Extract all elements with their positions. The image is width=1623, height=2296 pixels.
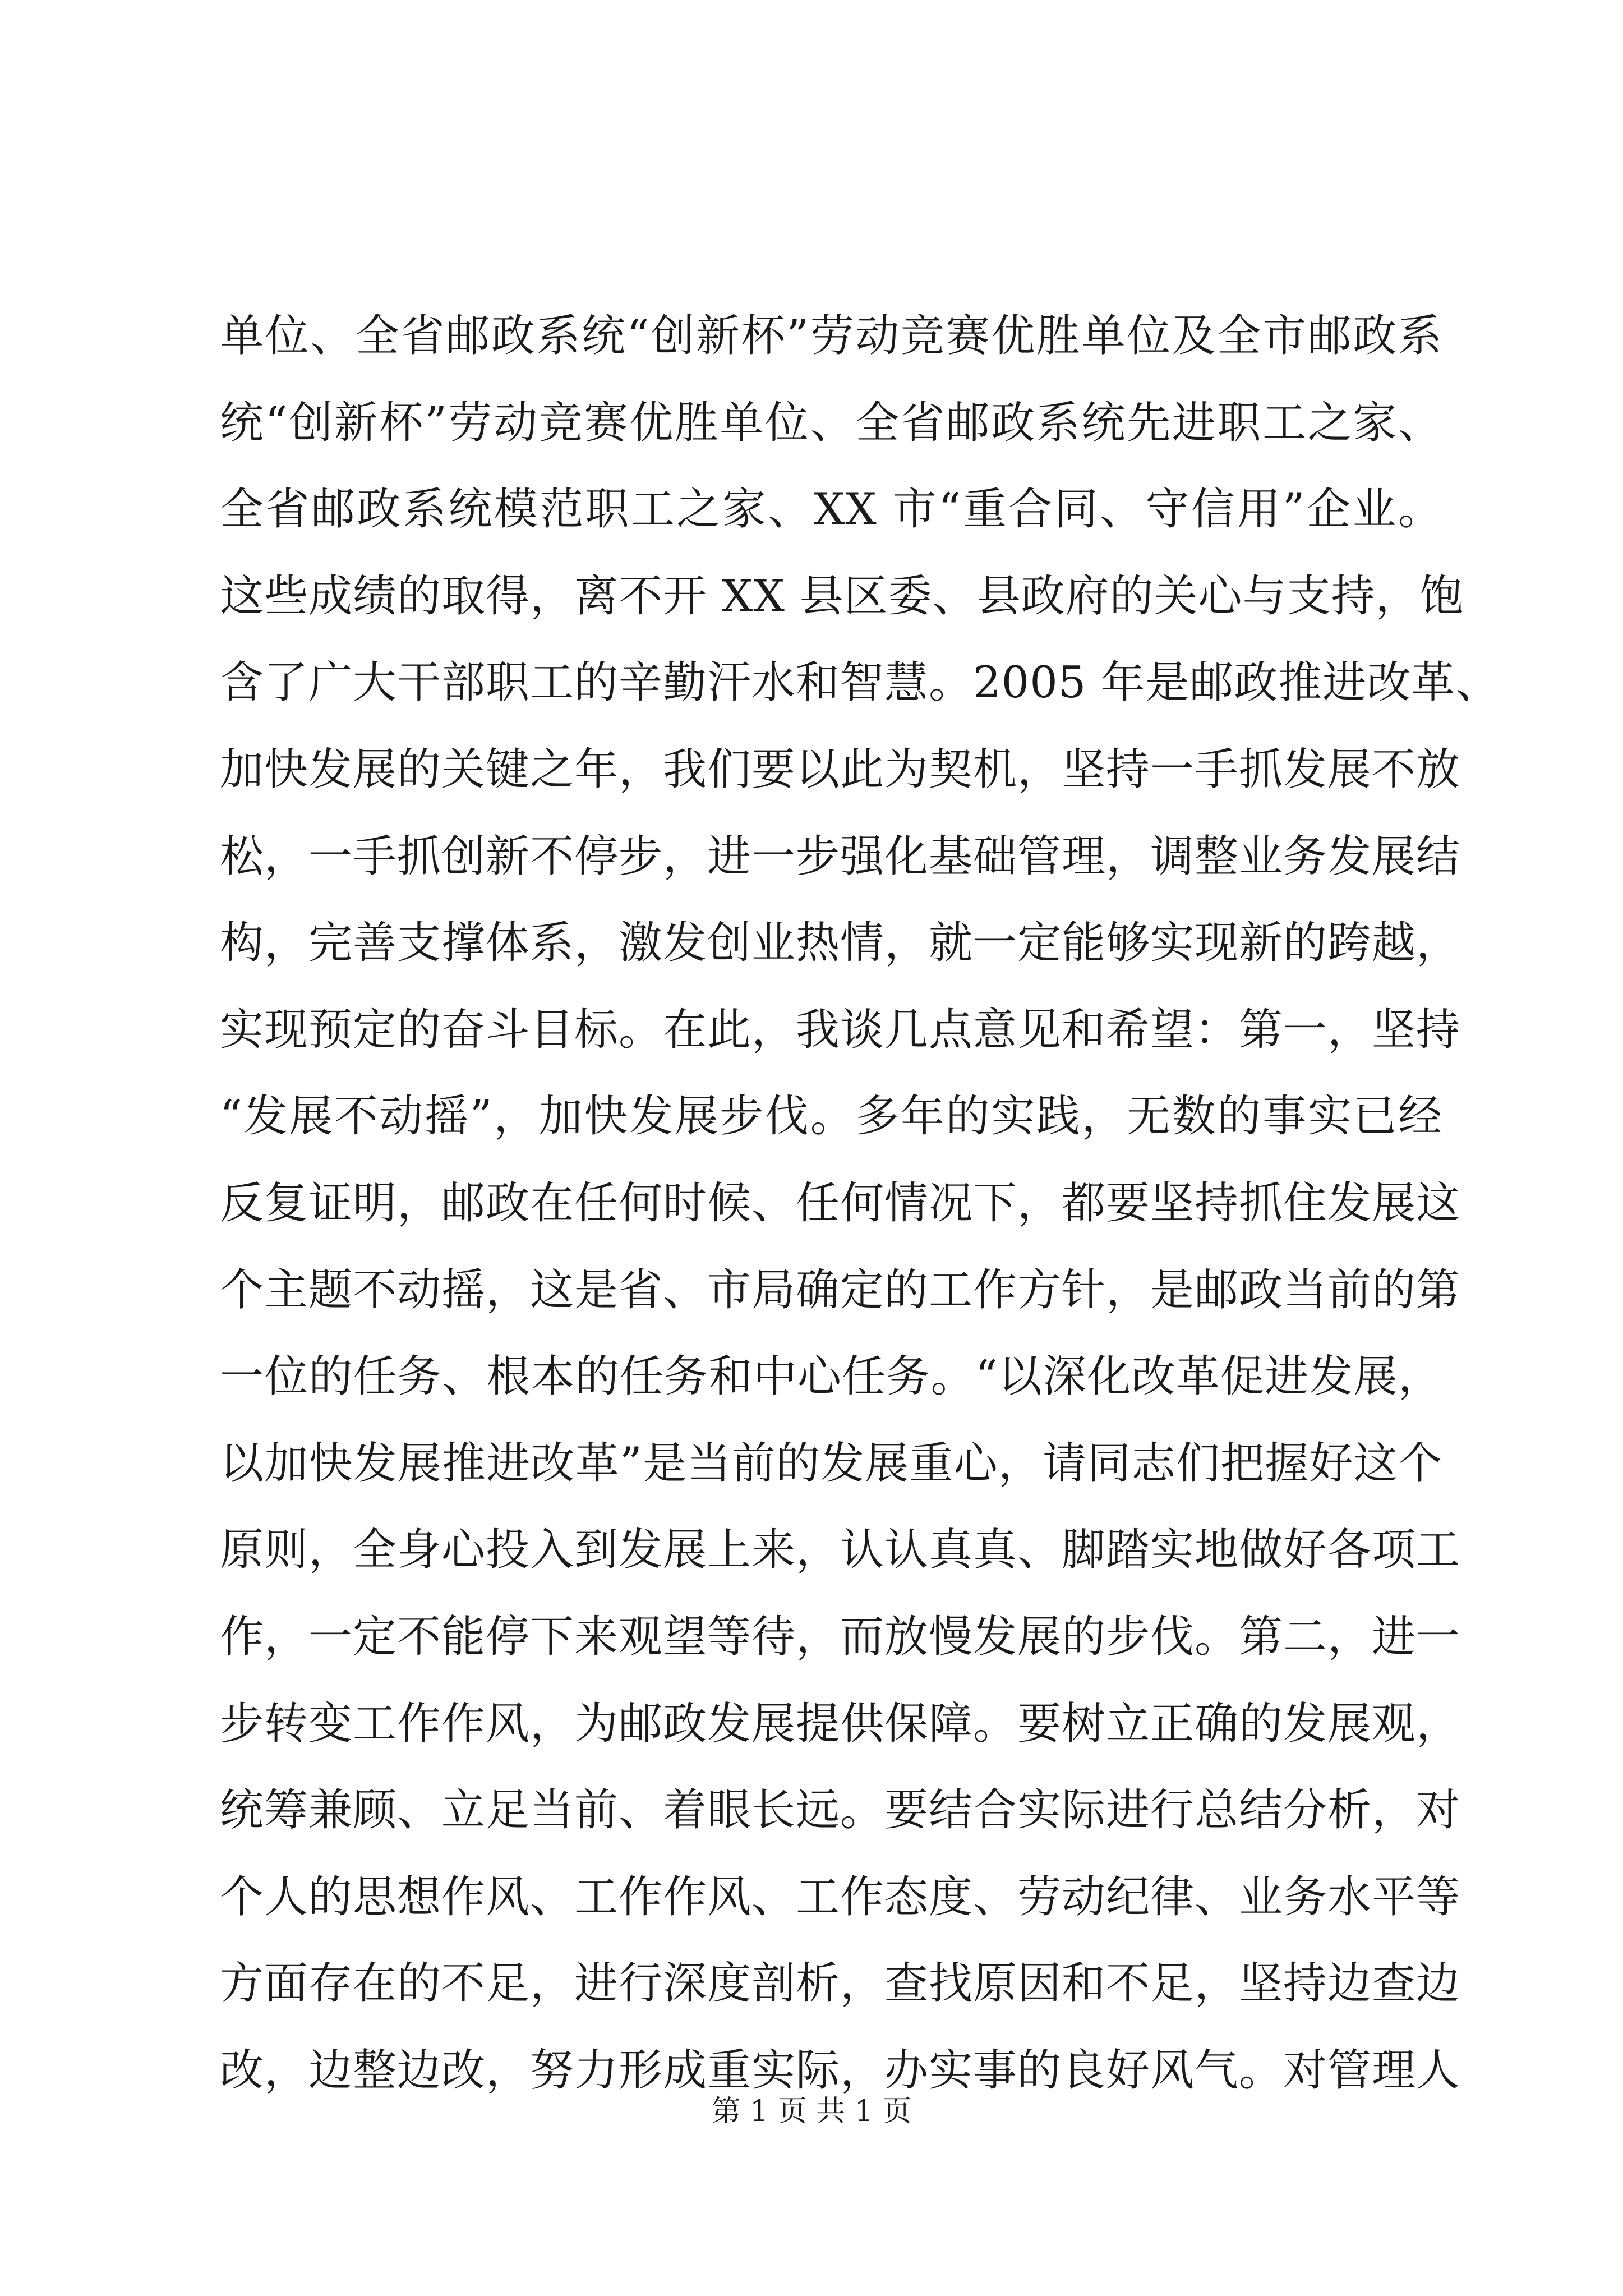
body-text [220, 293, 1500, 2114]
text-line: 原则，全身心投入到发展上来，认认真真、脚踏实地做好各项工 [220, 1525, 1461, 1576]
text-line: 改，边整边改，努力形成重实际，办实事的良好风气。对管理人 [220, 2045, 1461, 2096]
text-line: 个主题不动摇，这是省、市局确定的工作方针，是邮政当前的第 [220, 1264, 1461, 1315]
text-line: 反复证明，邮政在任何时候、任何情况下，都要坚持抓住发展这 [220, 1177, 1461, 1228]
text-line: “发展不动摇”，加快发展步伐。多年的实践，无数的事实已经 [220, 1091, 1442, 1142]
text-line: 一位的任务、根本的任务和中心任务。“以深化改革促进发展， [220, 1351, 1442, 1402]
text-line: 步转变工作作风，为邮政发展提供保障。要树立正确的发展观， [220, 1698, 1461, 1749]
text-line: 这些成绩的取得，离不开 XX 县区委、县政府的关心与支持，饱 [220, 570, 1464, 622]
text-line: 方面存在的不足，进行深度剖析，查找原因和不足，坚持边查边 [220, 1958, 1461, 2009]
text-line: 单位、全省邮政系统“创新杯”劳动竞赛优胜单位及全市邮政系 [220, 311, 1442, 361]
text-line: 全省邮政系统模范职工之家、XX 市“重合同、守信用”企业。 [220, 484, 1442, 535]
text-line: 个人的思想作风、工作作风、工作态度、劳动纪律、业务水平等 [220, 1871, 1461, 1922]
text-line: 以加快发展推进改革”是当前的发展重心，请同志们把握好这个 [220, 1438, 1442, 1489]
text-line: 作，一定不能停下来观望等待，而放慢发展的步伐。第二，进一 [220, 1611, 1461, 1662]
text-line: 含了广大干部职工的辛勤汗水和智慧。2005 年是邮政推进改革、 [220, 657, 1500, 708]
text-line: 松，一手抓创新不停步，进一步强化基础管理，调整业务发展结 [220, 831, 1461, 882]
text-line: 实现预定的奋斗目标。在此，我谈几点意见和希望：第一，坚持 [220, 1004, 1461, 1055]
text-line: 加快发展的关键之年，我们要以此为契机，坚持一手抓发展不放 [220, 744, 1461, 795]
text-line: 统筹兼顾、立足当前、着眼长远。要结合实际进行总结分析，对 [220, 1785, 1461, 1836]
text-line: 统“创新杯”劳动竞赛优胜单位、全省邮政系统先进职工之家、 [220, 397, 1442, 448]
page-number: 第 1 页 共 1 页 [711, 2095, 912, 2128]
text-line: 构，完善支撑体系，激发创业热情，就一定能够实现新的跨越， [220, 918, 1461, 969]
page-footer [0, 2091, 1623, 2132]
